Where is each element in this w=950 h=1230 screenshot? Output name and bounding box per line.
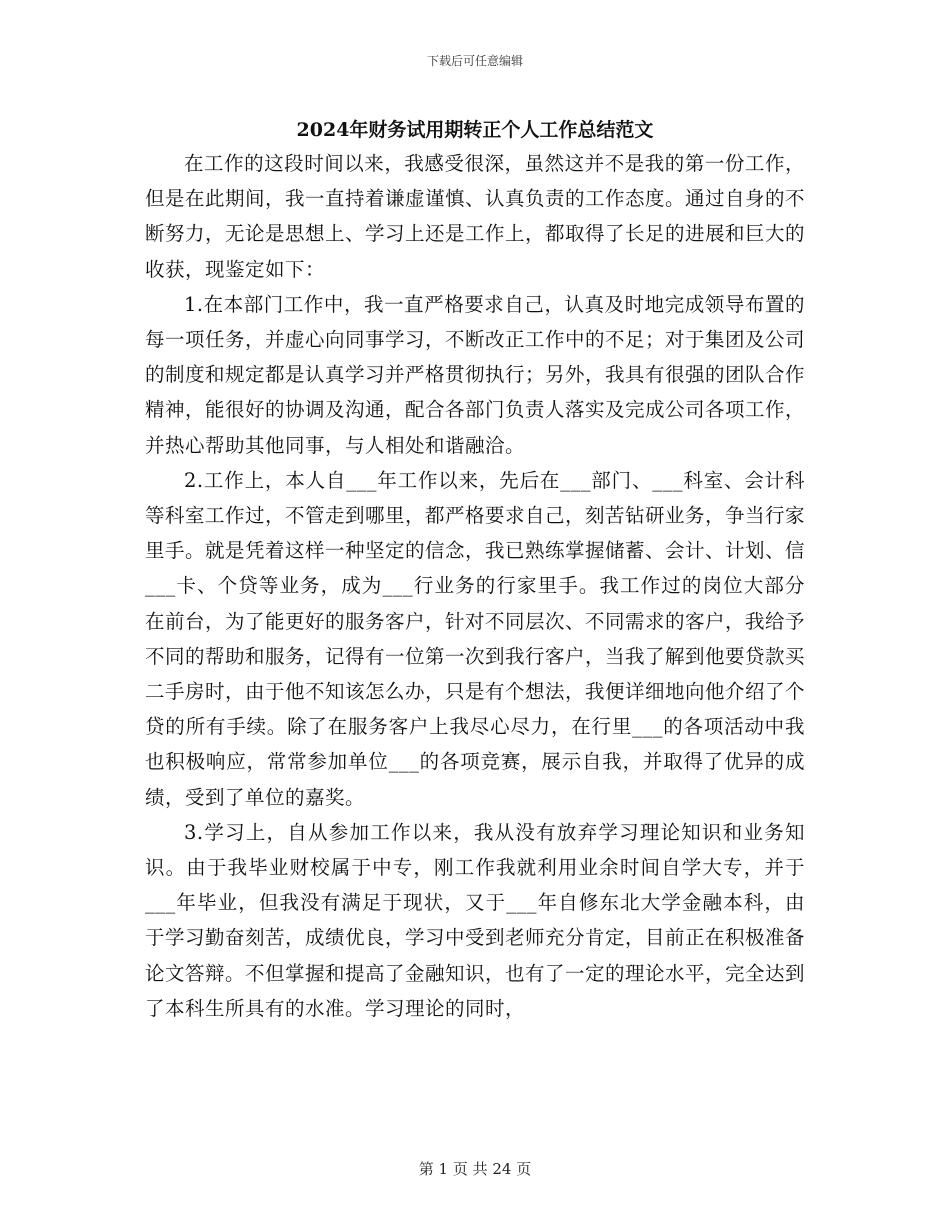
page-number-footer: 第 1 页 共 24 页	[418, 1160, 532, 1178]
paragraph-intro: 在工作的这段时间以来，我感受很深，虽然这并不是我的第一份工作，但是在此期间，我一直持着谦虚谨慎、认真负责的工作态度。通过自身的不断努力，无论是思想上、学习上还是工作上，都取得了长足的进展和巨大的收获，现鉴定如下：	[145, 152, 806, 281]
paragraph-section-3: 3.学习上，自从参加工作以来，我从没有放弃学习理论知识和业务知识。由于我毕业财校属于中专，刚工作我就利用业余时间自学大专，并于___年毕业，但我没有满足于现状，又于___年自修东北大学金融本科，由于学习勤奋刻苦，成绩优良，学习中受到老师充分肯定，目前正在积极准备论文答辩。不但掌握和提高了金融知识，也有了一定的理论水平，完全达到了本科生所具有的水准。学习理论的同时，	[145, 820, 806, 1020]
paragraph-section-1: 1.在本部门工作中，我一直严格要求自己，认真及时地完成领导布置的每一项任务，并虚心向同事学习，不断改正工作中的不足；对于集团及公司的制度和规定都是认真学习并严格贯彻执行；另外，我具有很强的团队合作精神，能很好的协调及沟通，配合各部门负责人落实及完成公司各项工作，并热心帮助其他同事，与人相处和谐融洽。	[145, 292, 806, 457]
document-title: 2024年财务试用期转正个人工作总结范文	[296, 119, 654, 141]
paragraph-section-2: 2.工作上，本人自___年工作以来，先后在___部门、___科室、会计科等科室工作过，不管走到哪里，都严格要求自己，刻苦钻研业务，争当行家里手。就是凭着这样一种坚定的信念，我已熟练掌握储蓄、会计、计划、信___卡、个贷等业务，成为___行业务的行家里手。我工作过的岗位大部分在前台，为了能更好的服务客户，针对不同层次、不同需求的客户，我给予不同的帮助和服务，记得有一位第一次到我行客户，当我了解到他要贷款买二手房时，由于他不知该怎么办，只是有个想法，我便详细地向他介绍了个贷的所有手续。除了在服务客户上我尽心尽力，在行里___的各项活动中我也积极响应，常常参加单位___的各项竞赛，展示自我，并取得了优异的成绩，受到了单位的嘉奖。	[145, 468, 806, 809]
document-body	[145, 146, 805, 1026]
page-header-note: 下载后可任意编辑	[426, 54, 523, 68]
